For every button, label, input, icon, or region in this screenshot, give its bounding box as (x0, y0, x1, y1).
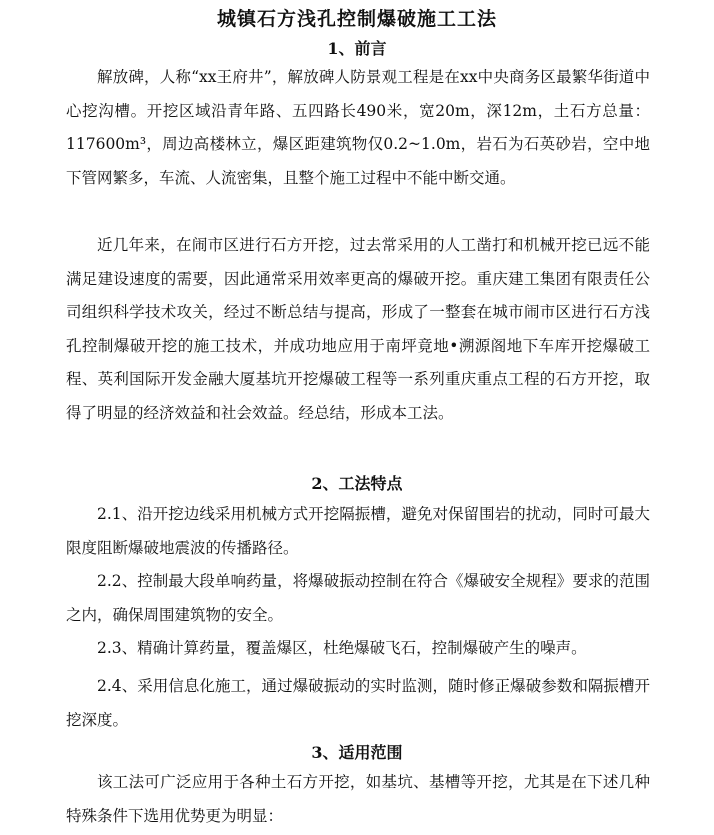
feature-paragraph-2-2: 2.2、控制最大段单响药量，将爆破振动控制在符合《爆破安全规程》要求的范围之内，确保周围建筑物的安全。 (66, 572, 650, 624)
feature-paragraph-2-1: 2.1、沿开挖边线采用机械方式开挖隔振槽，避免对保留围岩的扰动，同时可最大限度阻断爆破地震波的传播路径。 (66, 505, 650, 557)
section-heading-scope: 3、适用范围 (311, 743, 403, 762)
preface-paragraph-1: 解放碑，人称“xx王府井”，解放碑人防景观工程是在xx中央商务区最繁华街道中心挖沟槽。开挖区域沿青年路、五四路长490米，宽20m，深12m，土石方总量：117600m³，周边高楼林立，爆区距建筑物仅0.2~1.0m，岩石为石英砂岩，空中地下管网繁多，车流、人流密集，且整个施工过程中不能中断交通。 (66, 68, 650, 187)
scope-paragraph-1: 该工法可广泛应用于各种土石方开挖，如基坑、基槽等开挖，尤其是在下述几种特殊条件下选用优势更为明显： (66, 773, 650, 825)
document-title: 城镇石方浅孔控制爆破施工工法 (216, 8, 497, 30)
section-heading-features: 2、工法特点 (311, 474, 403, 493)
feature-paragraph-2-3: 2.3、精确计算药量，覆盖爆区，杜绝爆破飞石，控制爆破产生的噪声。 (97, 639, 587, 657)
preface-paragraph-2: 近几年来，在闹市区进行石方开挖，过去常采用的人工凿打和机械开挖已远不能满足建设速度的需要，因此通常采用效率更高的爆破开挖。重庆建工集团有限责任公司组织科学技术攻关，经过不断总结与提高，形成了一整套在城市闹市区进行石方浅孔控制爆破开挖的施工技术，并成功地应用于南坪竟地•溯源阁地下车库开挖爆破工程、英利国际开发金融大厦基坑开挖爆破工程等一系列重庆重点工程的石方开挖，取得了明显的经济效益和社会效益。经总结，形成本工法。 (66, 236, 650, 422)
section-heading-preface: 1、前言 (327, 39, 387, 58)
feature-paragraph-2-4: 2.4、采用信息化施工，通过爆破振动的实时监测，随时修正爆破参数和隔振槽开挖深度。 (66, 677, 650, 729)
